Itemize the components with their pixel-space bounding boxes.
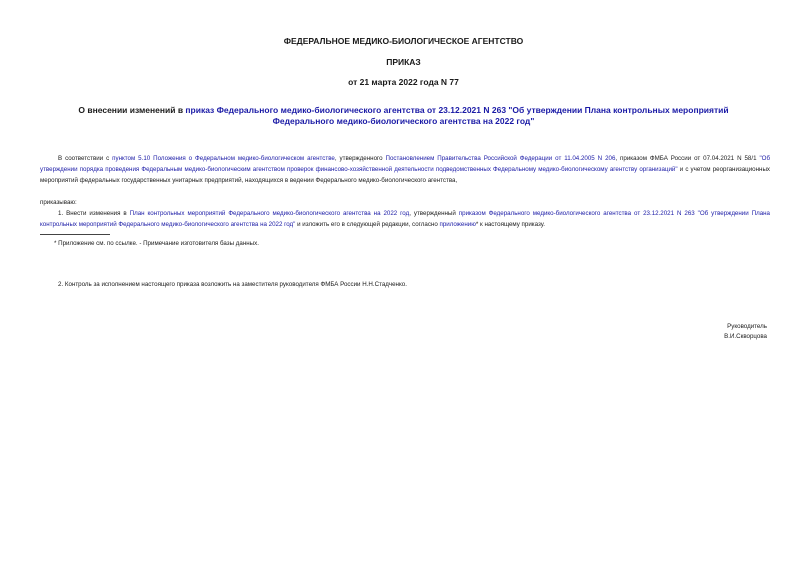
signatory-name: В.И.Скворцова xyxy=(724,333,767,340)
inspection-order-link[interactable]: "Об утверждении порядка проведения Федеральным медико-биологическим агентством проверок финансово-хозяйственной деятельности подведомственных Федеральному медико-биологическому агентству организаций" xyxy=(40,155,771,173)
agency-heading: ФЕДЕРАЛЬНОЕ МЕДИКО-БИОЛОГИЧЕСКОЕ АГЕНТСТВО xyxy=(283,36,524,46)
basis-text-3: , приказом ФМБА России от 07.04.2021 N 58/1 xyxy=(615,155,760,162)
signatory-position: Руководитель xyxy=(727,323,767,330)
footnote: * Приложение см. по ссылке. - Примечание изготовителя базы данных. xyxy=(54,240,259,247)
item-2-paragraph: 2. Контроль за исполнением настоящего приказа возложить на заместителя руководителя ФМБА России Н.Н.Стадченко. xyxy=(58,281,407,288)
order-263-link[interactable]: приказом Федерального медико-биологического агентства от 23.12.2021 N 263 "Об утверждении Плана контрольных мероприятий Федерального медико-биологического агентства на 2022 год" xyxy=(40,210,770,228)
order-word: приказываю: xyxy=(40,199,77,206)
item1-text-3: и изложить его в следующей редакции, согласно xyxy=(295,221,440,228)
basis-paragraph xyxy=(40,153,770,186)
document-title xyxy=(0,105,807,127)
item-1-paragraph xyxy=(40,208,770,230)
basis-text-4: и с учетом реорганизационных мероприятий федеральных государственных унитарных предприятий, находящихся в ведении Федерального медико-биологического агентства, xyxy=(40,166,770,184)
footnote-divider xyxy=(40,234,110,235)
basis-text-2: , утвержденного xyxy=(334,155,386,162)
regulation-link[interactable]: пунктом 5.10 Положения о Федеральном медико-биологическом агентстве xyxy=(112,155,335,162)
title-order-link[interactable]: приказ Федерального медико-биологического агентства от 23.12.2021 N 263 "Об утверждении Плана контрольных мероприятий Федерального медико-биологического агентства на 2022 год" xyxy=(185,105,729,126)
basis-text-1: В соответствии с xyxy=(58,155,113,162)
document-date-number: от 21 марта 2022 года N 77 xyxy=(348,77,459,87)
title-prefix: О внесении изменений в xyxy=(78,105,186,115)
item1-text-2: , утвержденный xyxy=(409,210,459,217)
government-decree-link[interactable]: Постановлением Правительства Российской Федерации от 11.04.2005 N 206 xyxy=(385,155,616,162)
document-type: ПРИКАЗ xyxy=(386,57,421,67)
control-plan-link[interactable]: План контрольных мероприятий Федерального медико-биологического агентства на 2022 год xyxy=(129,210,410,217)
appendix-link[interactable]: приложению xyxy=(439,221,476,228)
item1-text-4: * к настоящему приказу. xyxy=(475,221,545,228)
item1-text-1: 1. Внести изменения в xyxy=(58,210,130,217)
